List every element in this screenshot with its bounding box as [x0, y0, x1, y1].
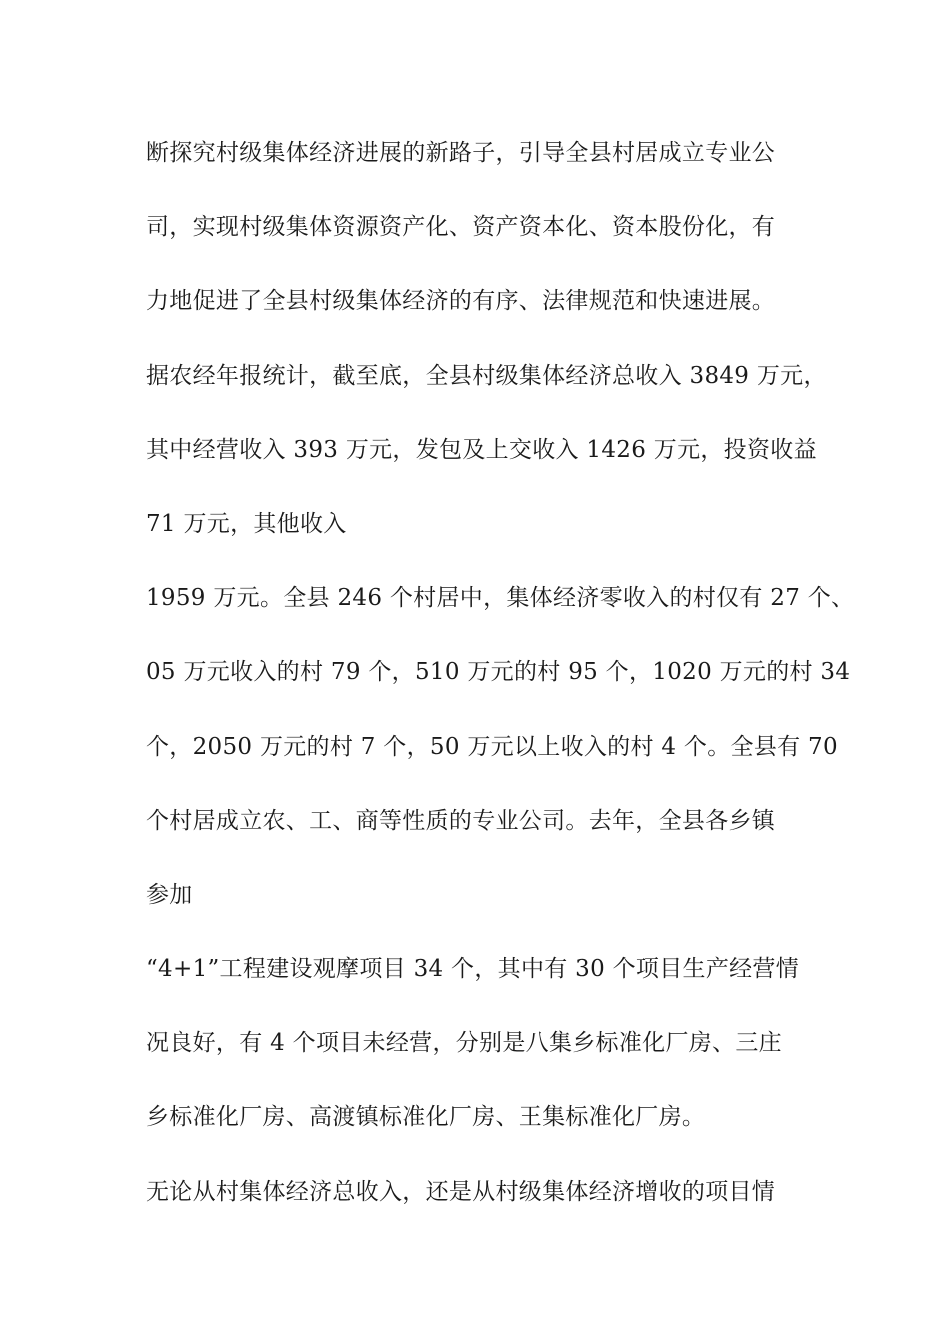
text-line: 参加: [146, 881, 193, 908]
text-line: 况良好，有 4 个项目未经营，分别是八集乡标准化厂房、三庄: [146, 1030, 782, 1057]
text-line: 司，实现村级集体资源资产化、资产资本化、资本股份化，有: [146, 214, 776, 241]
body-text: [146, 131, 855, 1244]
text-line: 力地促进了全县村级集体经济的有序、法律规范和快速进展。: [146, 288, 776, 315]
text-line: 据农经年报统计，截至底，全县村级集体经济总收入 3849 万元，: [146, 362, 827, 389]
text-line: 乡标准化厂房、高渡镇标准化厂房、王集标准化厂房。: [146, 1104, 706, 1131]
text-line: 个村居成立农、工、商等性质的专业公司。去年，全县各乡镇: [146, 807, 776, 834]
text-line: 1959 万元。全县 246 个村居中，集体经济零收入的村仅有 27 个、: [146, 585, 855, 612]
text-line: 71 万元，其他收入: [146, 510, 347, 537]
text-line: “4+1”工程建设观摩项目 34 个，其中有 30 个项目生产经营情: [146, 956, 800, 983]
text-line: 断探究村级集体经济进展的新路子，引导全县村居成立专业公: [146, 140, 776, 166]
text-line: 其中经营收入 393 万元，发包及上交收入 1426 万元，投资收益: [146, 436, 817, 463]
text-line: 个，2050 万元的村 7 个，50 万元以上收入的村 4 个。全县有 70: [146, 733, 838, 760]
text-line: 无论从村集体经济总收入，还是从村级集体经济增收的项目情: [146, 1178, 776, 1205]
text-line: 05 万元收入的村 79 个，510 万元的村 95 个，1020 万元的村 34: [146, 659, 851, 686]
